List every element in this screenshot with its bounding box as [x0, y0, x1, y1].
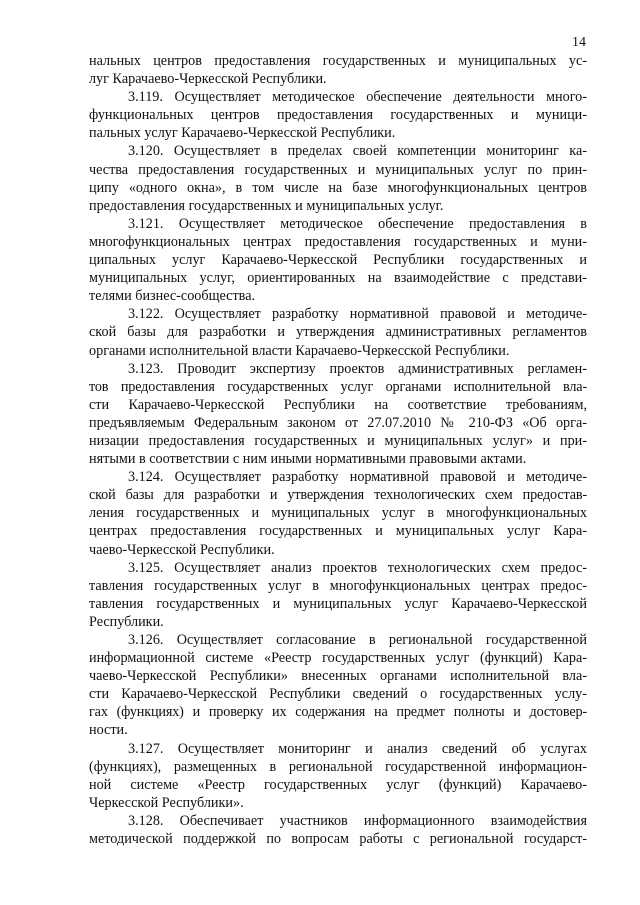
text-line: ципальных услуг Карачаево-Черкесской Республики государственных и [89, 252, 587, 269]
text-line: (функциях), размещенных в региональной государственной информацион- [89, 758, 587, 775]
text-line: ципу «одного окна», в том числе на базе многофункциональных центров [89, 179, 587, 196]
text-line: методической поддержкой по вопросам работы с региональной государст- [89, 831, 587, 848]
text-line: тов предоставления государственных услуг органами исполнительной вла- [89, 378, 587, 395]
paragraph-first-line: 3.124. Осуществляет разработку нормативной правовой и методиче- [128, 469, 587, 486]
text-line: ской базы для разработки и утверждения административных регламентов [89, 324, 587, 341]
text-line: тавления государственных услуг в многофункциональных центрах предос- [89, 577, 587, 594]
text-line: органами исполнительной власти Карачаево-Черкесской Республики. [89, 342, 510, 359]
text-line: ной системе «Реестр государственных услуг (функций) Карачаево- [89, 776, 587, 793]
text-line: ности. [89, 722, 128, 739]
text-line: низации предоставления государственных и муниципальных услуг» и при- [89, 432, 587, 449]
text-line: предоставления государственных и муниципальных услуг. [89, 197, 444, 214]
text-line: муниципальных услуг, ориентированных на взаимодействие с представи- [89, 270, 587, 287]
text-line: центрах предоставления государственных и муниципальных услуг Кара- [89, 523, 587, 540]
text-line: чества предоставления государственных и муниципальных услуг по прин- [89, 161, 587, 178]
text-line: телями бизнес-сообщества. [89, 288, 256, 305]
page-number: 14 [572, 35, 586, 50]
paragraph-first-line: 3.125. Осуществляет анализ проектов технологических схем предос- [128, 559, 587, 576]
text-line: нальных центров предоставления государственных и муниципальных ус- [89, 53, 587, 69]
paragraph-first-line: 3.127. Осуществляет мониторинг и анализ сведений об услугах [128, 740, 587, 757]
paragraph-first-line: 3.126. Осуществляет согласование в региональной государственной [128, 632, 587, 648]
text-line: Черкесской Республики». [89, 794, 244, 811]
text-line: сти Карачаево-Черкесской Республики сведений о государственных услу- [89, 686, 587, 703]
text-line: предъявляемым Федеральным законом от 27.07.2010 № 210-ФЗ «Об орга- [89, 414, 587, 431]
text-line: ской базы для разработки и утверждения технологических схем предостав- [89, 487, 587, 504]
text-line: Республики. [89, 613, 164, 630]
document-body-text [89, 52, 587, 848]
paragraph-first-line: 3.121. Осуществляет методическое обеспечение предоставления в [128, 215, 587, 232]
text-line: чаево-Черкесской Республики» внесенных органами исполнительной вла- [89, 668, 587, 685]
text-line: функциональных центров предоставления государственных и муници- [89, 107, 587, 124]
text-line: чаево-Черкесской Республики. [89, 541, 275, 558]
text-line: гах (функциях) и проверку их содержания на предмет полноты и достовер- [89, 704, 587, 721]
text-line: многофункциональных центрах предоставления государственных и муни- [89, 233, 587, 250]
paragraph-first-line: 3.119. Осуществляет методическое обеспечение деятельности много- [128, 89, 587, 106]
paragraph-first-line: 3.122. Осуществляет разработку нормативной правовой и методиче- [128, 306, 587, 323]
text-line: информационной системе «Реестр государственных услуг (функций) Кара- [89, 650, 587, 667]
text-line: ления государственных и муниципальных услуг в многофункциональных [89, 505, 587, 522]
text-line: сти Карачаево-Черкесской Республики на соответствие требованиям, [89, 396, 587, 413]
text-line: тавления государственных и муниципальных услуг Карачаево-Черкесской [89, 595, 587, 612]
text-line: пальных услуг Карачаево-Черкесской Республики. [89, 125, 396, 142]
paragraph-first-line: 3.120. Осуществляет в пределах своей компетенции мониторинг ка- [128, 143, 587, 160]
text-line: нятыми в соответствии с ним иными нормативными правовыми актами. [89, 451, 527, 468]
text-line: луг Карачаево-Черкесской Республики. [89, 71, 327, 88]
paragraph-first-line: 3.128. Обеспечивает участников информационного взаимодействия [128, 812, 587, 829]
paragraph-first-line: 3.123. Проводит экспертизу проектов административных регламен- [128, 360, 587, 377]
